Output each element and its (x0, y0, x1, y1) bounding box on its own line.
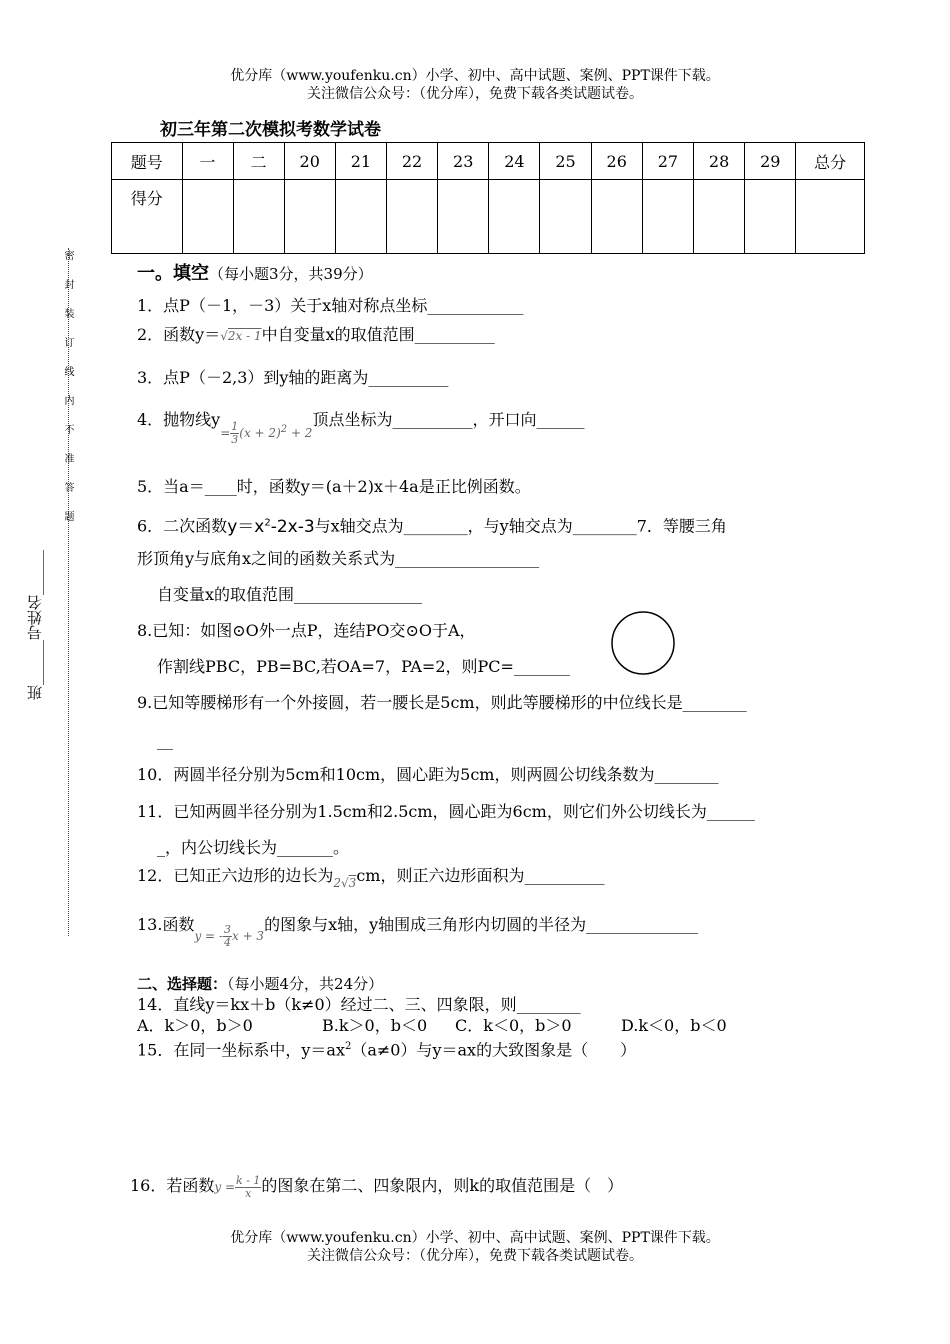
section2-title: 二、选择题： (137, 975, 228, 993)
score-header-cell: 题号 (112, 143, 183, 180)
question-8-line-2: 作割线PBC，PB=BC,若OA=7，PA=2，则PC=_______ (157, 657, 570, 676)
score-cell[interactable] (745, 180, 796, 254)
q6-formula (227, 517, 314, 537)
score-header-cell: 一 (182, 143, 233, 180)
question-13 (137, 914, 699, 949)
question-11-line-1: 11．已知两圆半径分别为1.5cm和2.5cm，圆心距为6cm，则它们外公切线长为______ (137, 802, 755, 821)
q12-formula: 2√3 (333, 876, 357, 890)
score-cell[interactable] (796, 180, 865, 254)
score-header-cell: 20 (284, 143, 335, 180)
q2-formula: √2x - 1 (220, 329, 262, 343)
score-table-header-row (112, 143, 865, 180)
footer-line-2: 关注微信公众号：（优分库），免费下载各类试题试卷。 (307, 1248, 643, 1264)
q16-text-a: 16．若函数 (130, 1176, 215, 1195)
question-12 (137, 866, 605, 890)
q6-sup: 2 (264, 517, 271, 528)
q4-fraction (230, 421, 239, 446)
score-cell[interactable] (233, 180, 284, 254)
score-header-cell: 21 (335, 143, 386, 180)
question-1: 1．点P（－1，－3）关于x轴对称点坐标____________ (137, 296, 524, 315)
q13-text-a: 13.函数 (137, 915, 195, 934)
q16-formula (214, 1174, 261, 1200)
q16-num: k - 1 (236, 1174, 261, 1187)
score-header-cell: 26 (591, 143, 642, 180)
question-6 (137, 513, 727, 537)
section1-heading (137, 259, 373, 285)
question-9-line-1: 9.已知等腰梯形有一个外接圆，若一腰长是5cm，则此等腰梯形的中位线长是________ (137, 693, 747, 712)
footer-line-1: 优分库（www.youfenku.cn）小学、初中、高中试题、案例、PPT课件下载。 (230, 1230, 720, 1246)
q4-text-b: 顶点坐标为__________，开口向______ (312, 410, 585, 429)
question-16 (130, 1175, 623, 1200)
circle-o (612, 612, 674, 674)
q15-text-a: 15．在同一坐标系中，y＝ax (137, 1040, 345, 1060)
seal-text: 密封装订线内不准答题 (62, 250, 73, 540)
q12-coef: 2 (333, 876, 342, 890)
score-header-cell: 23 (438, 143, 489, 180)
section1-title: 一。填空 (137, 263, 209, 284)
score-cell[interactable] (693, 180, 744, 254)
section2-note: （每小题4分，共24分） (227, 975, 384, 993)
q4-formula (220, 420, 313, 446)
q13-fraction (223, 924, 232, 949)
header-line-1: 优分库（www.youfenku.cn）小学、初中、高中试题、案例、PPT课件下载。 (230, 68, 720, 84)
question-4 (137, 408, 585, 446)
q13-text-b: 的图象与x轴，y轴围成三角形内切圆的半径为______________ (264, 915, 699, 934)
score-header-cell: 22 (386, 143, 437, 180)
q2-radicand: 2x - 1 (227, 329, 262, 343)
score-header-cell: 25 (540, 143, 591, 180)
q4-exp: 2 (280, 424, 288, 435)
score-cell[interactable] (284, 180, 335, 254)
question-2 (137, 325, 495, 346)
q4-eq: = (220, 426, 231, 440)
q2-text-a: 2．函数y＝ (137, 325, 221, 344)
q4-expr: (x + 2) (239, 426, 281, 440)
q15-sup: 2 (344, 1041, 352, 1052)
score-header-cell: 二 (233, 143, 284, 180)
q13-tail: x + 3 (231, 929, 265, 943)
q6-text-a: 6．二次函数 (137, 516, 228, 536)
q14-option-a[interactable]: A．k＞0，b＞0 (137, 1016, 253, 1035)
question-11-line-2: _，内公切线长为_______。 (157, 838, 350, 857)
q12-text-a: 12．已知正六边形的边长为 (137, 866, 334, 885)
q2-text-b: 中自变量x的取值范围__________ (261, 325, 495, 344)
score-header-cell: 28 (693, 143, 744, 180)
q6-y: y＝x (227, 516, 265, 537)
question-7-line-1: 形顶角y与底角x之间的函数关系式为__________________ (137, 549, 540, 568)
q4-den: 3 (231, 433, 239, 446)
question-15 (137, 1037, 636, 1060)
score-table (111, 142, 865, 254)
q16-fraction (235, 1175, 261, 1200)
header-line-2: 关注微信公众号：（优分库），免费下载各类试题试卷。 (307, 86, 643, 102)
section2-heading (137, 973, 383, 994)
q14-option-c[interactable]: C．k＜0，b＞0 (455, 1016, 572, 1035)
score-cell[interactable] (386, 180, 437, 254)
question-7-line-2: 自变量x的取值范围________________ (157, 585, 423, 604)
q12-radicand: 3 (348, 876, 357, 890)
q13-num: 3 (223, 923, 231, 936)
q16-y: y = (214, 1180, 236, 1194)
question-14: 14．直线y＝kx＋b（k≠0）经过二、三、四象限，则________ (137, 995, 581, 1014)
score-cell[interactable] (438, 180, 489, 254)
q4-num: 1 (231, 420, 239, 433)
section1-note: （每小题3分，共39分） (209, 265, 373, 283)
score-cell[interactable] (335, 180, 386, 254)
q6-rest: -2x-3 (270, 516, 315, 537)
score-cell[interactable] (489, 180, 540, 254)
q16-text-b: 的图象在第二、四象限内，则k的取值范围是（ ） (261, 1176, 624, 1195)
score-cell[interactable] (591, 180, 642, 254)
score-header-cell: 29 (745, 143, 796, 180)
circle-o-diagram (608, 609, 678, 677)
q6-text-d: 与x轴交点为________，与y轴交点为________7．等腰三角 (314, 516, 727, 536)
question-3: 3．点P（－2,3）到y轴的距离为__________ (137, 368, 449, 387)
q13-den: 4 (223, 936, 231, 949)
student-name-field[interactable]: 班______号姓名______ (26, 550, 44, 700)
question-5: 5．当a＝____时，函数y＝(a＋2)x＋4a是正比例函数。 (137, 477, 531, 496)
q15-text-b: （a≠0）与y＝ax的大致图象是（ ） (351, 1040, 637, 1060)
q13-formula (194, 923, 265, 949)
score-cell[interactable] (642, 180, 693, 254)
score-header-cell: 27 (642, 143, 693, 180)
question-8-line-1: 8.已知：如图⊙O外一点P，连结PO交⊙O于A， (137, 621, 476, 640)
q13-y: y = - (194, 929, 223, 943)
question-9-line-2: __ (157, 731, 173, 750)
score-cell[interactable] (540, 180, 591, 254)
q14-option-b[interactable]: B.k＞0，b＜0 (322, 1016, 428, 1035)
score-cell[interactable] (182, 180, 233, 254)
q14-option-d[interactable]: D.k＜0，b＜0 (621, 1016, 727, 1035)
score-row-label: 得分 (112, 180, 183, 254)
q12-text-b: cm，则正六边形面积为__________ (356, 866, 605, 885)
score-header-cell: 24 (489, 143, 540, 180)
q4-text-a: 4．抛物线y (137, 410, 221, 429)
score-header-cell: 总分 (796, 143, 865, 180)
q4-tail: + 2 (287, 426, 313, 440)
question-10: 10．两圆半径分别为5cm和10cm，圆心距为5cm，则两圆公切线条数为________ (137, 765, 719, 784)
score-table-score-row (112, 180, 865, 254)
exam-title: 初三年第二次模拟考数学试卷 (160, 120, 381, 140)
q16-den: x (245, 1187, 252, 1200)
